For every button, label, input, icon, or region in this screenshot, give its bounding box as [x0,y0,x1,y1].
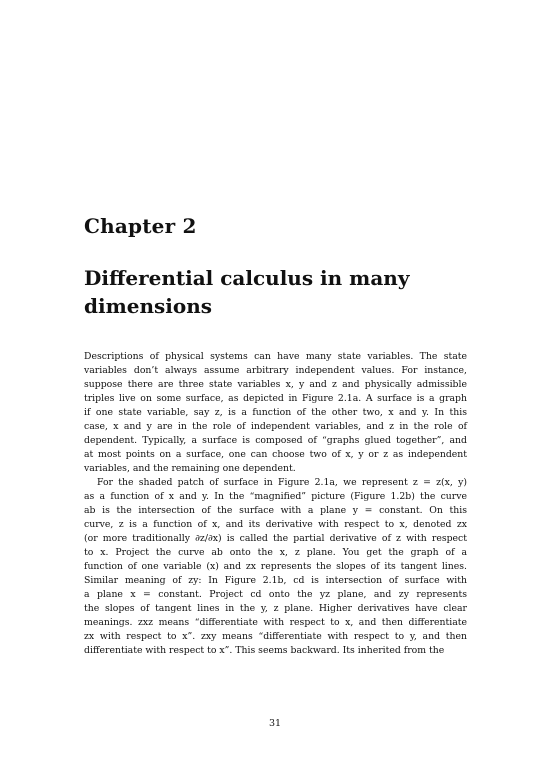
text-line: zx with respect to x”. zxy means “differentiate with respect to y, and then [84,631,467,642]
body-text [84,350,467,658]
text-line: to x. Project the curve ab onto the x, z plane. You get the graph of a [84,547,467,558]
chapter-title [84,264,464,320]
chapter-title-line: dimensions [84,294,213,318]
text-line: at most points on a surface, one can choose two of x, y or z as independent [84,449,467,460]
text-line: if one state variable, say z, is a function of the other two, x and y. In this [84,407,467,418]
chapter-label: Chapter 2 [84,214,197,238]
text-line: variables, and the remaining one dependent. [84,463,296,474]
paragraph-1 [84,350,467,476]
page-number: 31 [268,718,282,729]
text-line: meanings. zxz means “differentiate with respect to x, and then differentiate [84,617,467,628]
text-line: (or more traditionally ∂z/∂x) is called the partial derivative of z with respect [84,533,467,544]
text-line: curve, z is a function of x, and its derivative with respect to x, denoted zx [84,519,467,530]
text-line: suppose there are three state variables x, y and z and physically admissible [84,379,467,390]
text-line: triples live on some surface, as depicted in Figure 2.1a. A surface is a graph [84,393,467,404]
paragraph-2 [84,476,467,658]
text-line: the slopes of tangent lines in the y, z plane. Higher derivatives have clear [84,603,467,614]
text-line: dependent. Typically, a surface is composed of “graphs glued together”, and [84,435,467,446]
text-line: a plane x = constant. Project cd onto the yz plane, and zy represents [84,589,467,600]
text-line: variables don’t always assume arbitrary independent values. For instance, [84,365,467,376]
chapter-title-line: Differential calculus in many [84,266,410,290]
text-line: differentiate with respect to x”. This seems backward. Its inherited from the [84,645,445,656]
text-line: For the shaded patch of surface in Figure 2.1a, we represent z = z(x, y) [97,477,467,488]
text-line: Similar meaning of zy: In Figure 2.1b, cd is intersection of surface with [84,575,467,586]
text-line: as a function of x and y. In the “magnified” picture (Figure 1.2b) the curve [84,491,467,502]
text-line: case, x and y are in the role of independent variables, and z in the role of [84,421,467,432]
text-line: function of one variable (x) and zx represents the slopes of its tangent lines. [84,561,467,572]
text-line: ab is the intersection of the surface with a plane y = constant. On this [84,505,467,516]
text-line: Descriptions of physical systems can have many state variables. The state [84,351,467,362]
